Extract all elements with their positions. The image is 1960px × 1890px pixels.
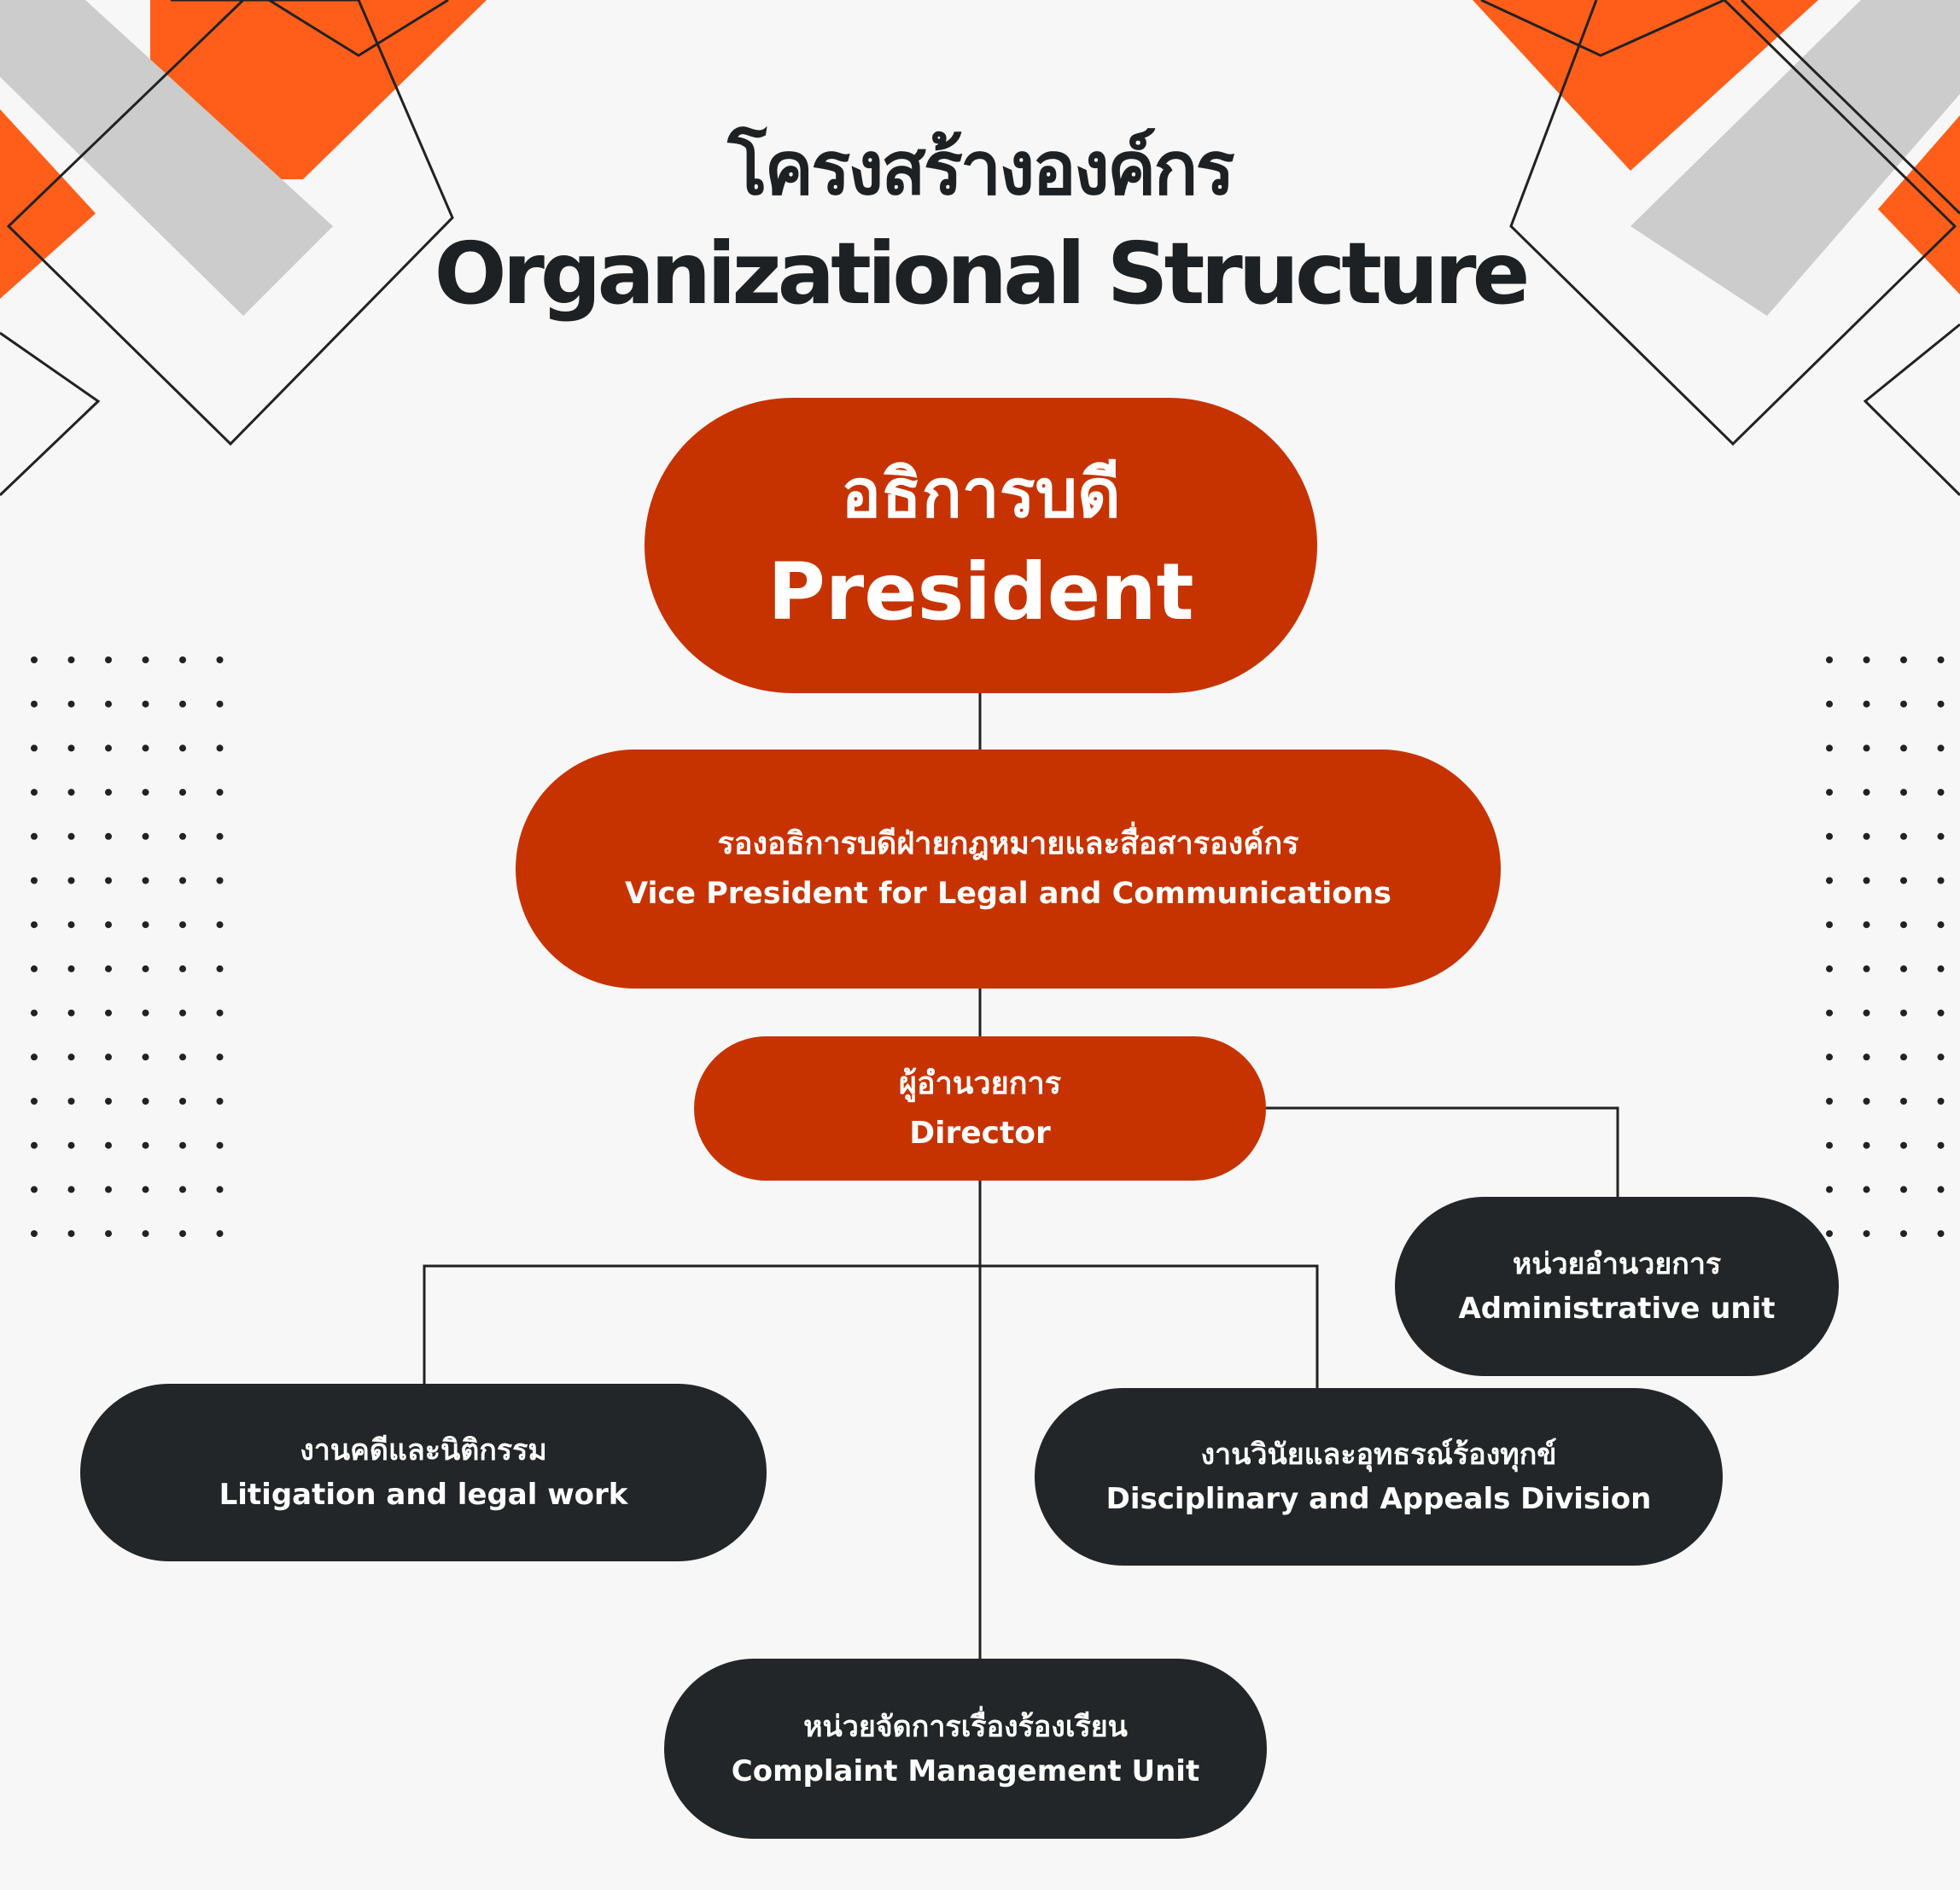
node-administrative-unit-english: Administrative unit xyxy=(1458,1292,1776,1326)
node-president-thai: อธิการบดี xyxy=(841,456,1121,533)
node-litigation xyxy=(80,1384,767,1561)
node-director-english: Director xyxy=(909,1115,1051,1151)
node-disciplinary-english: Disciplinary and Appeals Division xyxy=(1105,1482,1652,1516)
node-director-thai: ผู้อำนวยการ xyxy=(898,1065,1062,1101)
connector-branch-litigation xyxy=(424,1266,1317,1388)
connector-director-admin xyxy=(1266,1108,1618,1197)
node-litigation-thai: งานคดีและนิติกรรม xyxy=(300,1433,547,1467)
node-complaint-english: Complaint Management Unit xyxy=(731,1753,1200,1788)
node-disciplinary xyxy=(1035,1388,1723,1566)
node-complaint-thai: หน่วยจัดการเรื่องร้องเรียน xyxy=(803,1709,1128,1744)
page-title-thai: โครงสร้างองค์กร xyxy=(727,126,1233,212)
node-litigation-english: Litigation and legal work xyxy=(219,1478,628,1512)
node-vice-president-thai: รองอธิการบดีฝ่ายกฎหมายและสื่อสารองค์กร xyxy=(717,826,1299,861)
node-administrative-unit xyxy=(1395,1197,1839,1376)
node-president-english: President xyxy=(767,546,1194,638)
node-administrative-unit-thai: หน่วยอำนวยการ xyxy=(1512,1247,1722,1281)
page-title-english: Organizational Structure xyxy=(434,224,1526,324)
node-vice-president xyxy=(516,750,1501,989)
node-vice-president-english: Vice President for Legal and Communications xyxy=(624,877,1392,911)
node-director xyxy=(694,1036,1266,1181)
node-disciplinary-thai: งานวินัยและอุทธรณ์ร้องทุกข์ xyxy=(1200,1438,1557,1472)
node-president xyxy=(645,398,1317,693)
node-complaint xyxy=(664,1659,1267,1839)
